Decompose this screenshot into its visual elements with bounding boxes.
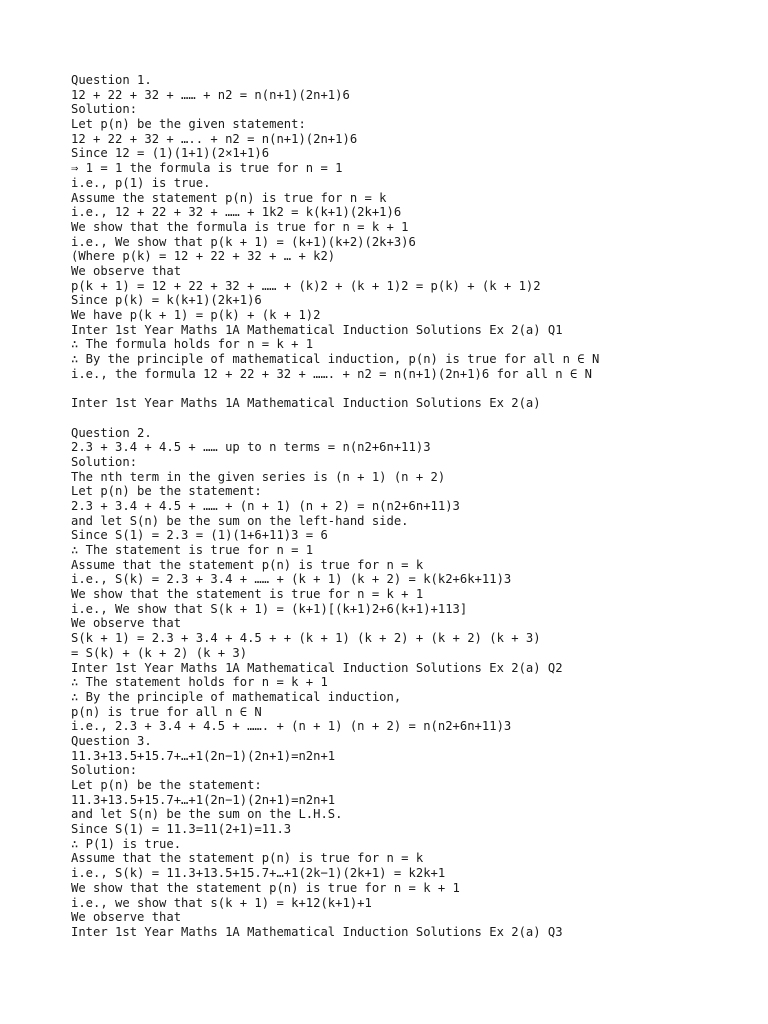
text-line: i.e., We show that S(k + 1) = (k+1)[(k+1)2+6(k+1)+113]: [71, 601, 468, 616]
text-line: p(k + 1) = 12 + 22 + 32 + …… + (k)2 + (k + 1)2 = p(k) + (k + 1)2: [71, 278, 541, 293]
text-line: Let p(n) be the statement:: [71, 778, 262, 792]
text-line: Inter 1st Year Maths 1A Mathematical Induction Solutions Ex 2(a) Q1: [71, 322, 563, 337]
text-line: Inter 1st Year Maths 1A Mathematical Induction Solutions Ex 2(a) Q2: [71, 660, 563, 675]
text-line: We show that the formula is true for n = k + 1: [71, 219, 409, 234]
text-line: Solution:: [71, 763, 138, 778]
text-line: Inter 1st Year Maths 1A Mathematical Induction Solutions Ex 2(a): [71, 396, 541, 411]
text-line: i.e., 12 + 22 + 32 + …… + 1k2 = k(k+1)(2k+1)6: [71, 205, 402, 220]
text-line: 2.3 + 3.4 + 4.5 + …… up to n terms = n(n2+6n+11)3: [71, 440, 431, 455]
text-line: Solution:: [71, 454, 138, 469]
text-line: ∴ The formula holds for n = k + 1: [71, 337, 314, 352]
text-line: and let S(n) be the sum on the left-hand side.: [71, 513, 409, 528]
text-line: Let p(n) be the statement:: [71, 484, 262, 499]
text-line: Inter 1st Year Maths 1A Mathematical Induction Solutions Ex 2(a) Q3: [71, 924, 563, 939]
text-line: Question 2.: [71, 425, 152, 440]
text-line: i.e., p(1) is true.: [71, 175, 211, 190]
text-line: (Where p(k) = 12 + 22 + 32 + … + k2): [71, 249, 336, 264]
text-line: 2.3 + 3.4 + 4.5 + …… + (n + 1) (n + 2) = n(n2+6n+11)3: [71, 498, 460, 513]
text-line: i.e., the formula 12 + 22 + 32 + ……. + n2 = n(n+1)(2n+1)6 for all n ∈ N: [71, 366, 592, 381]
text-line: We have p(k + 1) = p(k) + (k + 1)2: [71, 308, 321, 322]
text-line: = S(k) + (k + 2) (k + 3): [71, 645, 248, 660]
text-line: 12 + 22 + 32 + ….. + n2 = n(n+1)(2n+1)6: [71, 131, 358, 146]
text-line: We observe that: [71, 616, 182, 631]
text-line: Since S(1) = 2.3 = (1)(1+6+11)3 = 6: [71, 528, 328, 543]
text-line: i.e., we show that s(k + 1) = k+12(k+1)+1: [71, 895, 372, 910]
text-line: Since 12 = (1)(1+1)(2×1+1)6: [71, 146, 270, 161]
text-line: and let S(n) be the sum on the L.H.S.: [71, 807, 343, 822]
text-line: 11.3+13.5+15.7+…+1(2n−1)(2n+1)=n2n+1: [71, 748, 336, 763]
text-line: Let p(n) be the given statement:: [71, 117, 306, 132]
text-line: We show that the statement p(n) is true for n = k + 1: [71, 880, 460, 895]
text-line: i.e., S(k) = 2.3 + 3.4 + …… + (k + 1) (k + 2) = k(k2+6k+11)3: [71, 572, 512, 587]
document-body: [71, 73, 751, 940]
text-line: S(k + 1) = 2.3 + 3.4 + 4.5 + + (k + 1) (k + 2) + (k + 2) (k + 3): [71, 631, 541, 646]
text-line: Question 1.: [71, 73, 152, 87]
text-line: Assume that the statement p(n) is true for n = k: [71, 851, 424, 866]
text-line: We show that the statement is true for n = k + 1: [71, 587, 424, 602]
blank-line: [71, 411, 751, 426]
blank-line: [71, 381, 751, 396]
text-line: We observe that: [71, 910, 182, 925]
text-line: Solution:: [71, 102, 138, 117]
text-line: 11.3+13.5+15.7+…+1(2n−1)(2n+1)=n2n+1: [71, 792, 336, 807]
text-line: i.e., S(k) = 11.3+13.5+15.7+…+1(2k−1)(2k+1) = k2k+1: [71, 866, 446, 881]
text-line: i.e., We show that p(k + 1) = (k+1)(k+2)(2k+3)6: [71, 234, 416, 249]
text-line: The nth term in the given series is (n + 1) (n + 2): [71, 469, 446, 484]
text-line: ∴ By the principle of mathematical induction, p(n) is true for all n ∈ N: [71, 352, 600, 367]
text-line: Assume the statement p(n) is true for n = k: [71, 190, 387, 205]
text-line: Assume that the statement p(n) is true for n = k: [71, 557, 424, 572]
text-line: ⇒ 1 = 1 the formula is true for n = 1: [71, 161, 343, 176]
text-line: 12 + 22 + 32 + …… + n2 = n(n+1)(2n+1)6: [71, 87, 350, 102]
text-line: Question 3.: [71, 733, 152, 748]
text-line: i.e., 2.3 + 3.4 + 4.5 + ……. + (n + 1) (n + 2) = n(n2+6n+11)3: [71, 719, 512, 734]
text-line: ∴ The statement is true for n = 1: [71, 543, 314, 557]
text-line: ∴ The statement holds for n = k + 1: [71, 675, 328, 690]
text-line: We observe that: [71, 263, 182, 278]
text-line: ∴ By the principle of mathematical induction,: [71, 689, 402, 704]
text-line: Since p(k) = k(k+1)(2k+1)6: [71, 293, 262, 308]
text-line: p(n) is true for all n ∈ N: [71, 704, 262, 719]
text-line: Since S(1) = 11.3=11(2+1)=11.3: [71, 822, 292, 837]
text-line: ∴ P(1) is true.: [71, 836, 182, 851]
